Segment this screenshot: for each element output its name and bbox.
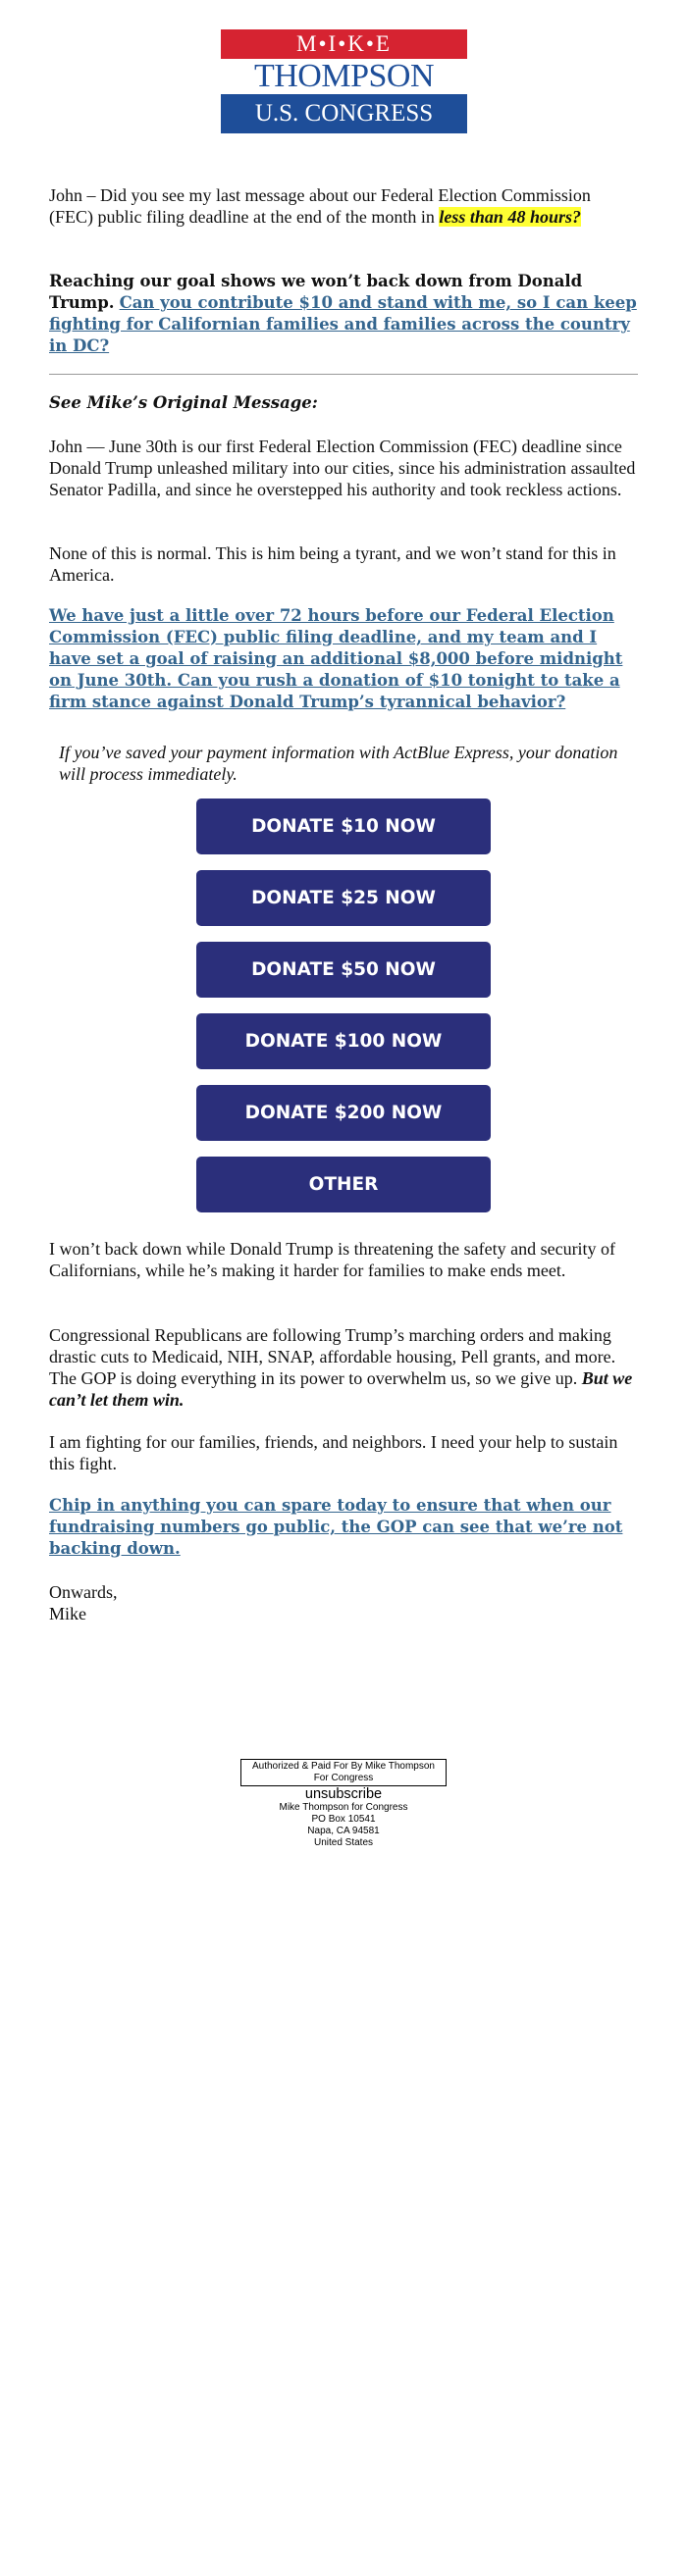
signoff-block bbox=[49, 1581, 638, 1624]
closing-para1: I won’t back down while Donald Trump is threatening the safety and security of Californians, while he’s making it harder for families to make ends meet. bbox=[49, 1239, 616, 1280]
logo-office: U.S. CONGRESS bbox=[221, 94, 467, 133]
closing-para2-block bbox=[49, 1324, 638, 1411]
original-heading-block bbox=[49, 392, 638, 414]
authorized-by-box: Authorized & Paid For By Mike Thompson For Congress bbox=[240, 1759, 447, 1786]
closing-para3: I am fighting for our families, friends, and neighbors. I need your help to sustain this fight. bbox=[49, 1432, 618, 1473]
original-para1: John — June 30th is our first Federal Election Commission (FEC) deadline since Donald Trump unleashed military into our cities, since his administration assaulted Senator Padilla, and since he overstepped his authority and took reckless actions. bbox=[49, 437, 636, 499]
signature: Mike bbox=[49, 1604, 86, 1623]
goal-bold-text: Reaching our goal shows we won’t back down from Donald Trump. bbox=[49, 272, 583, 312]
original-link-block bbox=[49, 605, 638, 713]
footer bbox=[0, 1759, 687, 1849]
footer-country: United States bbox=[313, 1837, 374, 1848]
unsubscribe-link[interactable]: unsubscribe bbox=[304, 1786, 383, 1802]
original-para2: None of this is normal. This is him being a tyrant, and we won’t stand for this in America. bbox=[49, 543, 616, 585]
logo-first-name: M•I•K•E bbox=[221, 29, 467, 59]
footer-city: Napa, CA 94581 bbox=[307, 1826, 380, 1836]
rush-donation-link[interactable]: We have just a little over 72 hours before our Federal Election Commission (FEC) public filing deadline, and my team and I have set a goal of raising an additional $8,000 before midnight on June 30th. Can you rush a donation of $10 tonight to take a firm stance against Donald Trump’s tyrannical behavior? bbox=[49, 606, 623, 711]
intro-text: John – Did you see my last message about our Federal Election Commission (FEC) public filing deadline at the end of the month in bbox=[49, 185, 591, 227]
footer-po-box: PO Box 10541 bbox=[311, 1814, 376, 1825]
goal-paragraph bbox=[49, 271, 638, 357]
donate-other-button[interactable]: OTHER bbox=[196, 1157, 491, 1212]
donate-100-button[interactable]: DONATE $100 NOW bbox=[196, 1013, 491, 1069]
closing-para2: Congressional Republicans are following Trump’s marching orders and making drastic cuts to Medicaid, NIH, SNAP, affordable housing, Pell grants, and more. The GOP is doing everything in its power to overwhelm us, so we give up. bbox=[49, 1325, 616, 1388]
divider bbox=[49, 374, 638, 375]
original-para1-block bbox=[49, 436, 638, 500]
closing-para1-block bbox=[49, 1238, 638, 1281]
logo-last-name: THOMPSON bbox=[221, 59, 467, 94]
donate-50-button[interactable]: DONATE $50 NOW bbox=[196, 942, 491, 998]
intro-paragraph bbox=[49, 184, 638, 228]
actblue-note: If you’ve saved your payment information with ActBlue Express, your donation will process immediately. bbox=[59, 743, 618, 784]
contribute-10-link[interactable]: Can you contribute $10 and stand with me, so I can keep fighting for Californian families and families across the country in DC? bbox=[49, 293, 637, 355]
actblue-note-block bbox=[59, 742, 628, 785]
deadline-highlight: less than 48 hours? bbox=[439, 207, 581, 227]
original-para2-block bbox=[49, 542, 638, 586]
donate-200-button[interactable]: DONATE $200 NOW bbox=[196, 1085, 491, 1141]
donate-25-button[interactable]: DONATE $25 NOW bbox=[196, 870, 491, 926]
campaign-logo bbox=[221, 29, 467, 133]
footer-org: Mike Thompson for Congress bbox=[279, 1802, 408, 1813]
closing-para3-block bbox=[49, 1431, 638, 1474]
chip-in-link[interactable]: Chip in anything you can spare today to ensure that when our fundraising numbers go public, the GOP can see that we’re not backing down. bbox=[49, 1496, 623, 1558]
signoff: Onwards, bbox=[49, 1582, 118, 1602]
original-message-heading: See Mike’s Original Message: bbox=[49, 393, 318, 412]
closing-link-block bbox=[49, 1495, 638, 1560]
closing-para2-bold: But we can’t let them win. bbox=[49, 1368, 633, 1410]
donate-10-button[interactable]: DONATE $10 NOW bbox=[196, 799, 491, 854]
